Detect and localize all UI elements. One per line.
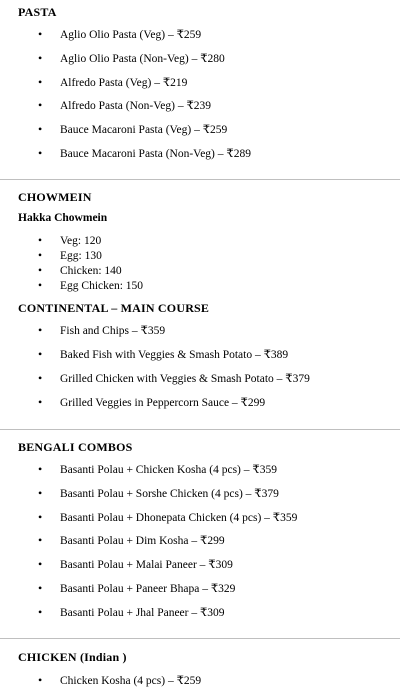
bullet-icon: • (38, 265, 43, 277)
menu-item: • Alfredo Pasta (Non-Veg) – ₹239 (38, 98, 212, 112)
bullet-icon: • (38, 605, 43, 619)
menu-item: • Fish and Chips – ₹359 (38, 323, 166, 337)
section-divider (0, 429, 400, 430)
menu-item: • Chicken Kosha (4 pcs) – ₹259 (38, 673, 202, 687)
bullet-icon: • (38, 395, 43, 409)
menu-item: • Chicken: 140 (38, 265, 122, 277)
bullet-icon: • (38, 581, 43, 595)
bullet-icon: • (38, 250, 43, 262)
bullet-icon: • (38, 462, 43, 476)
section-title-continental: CONTINENTAL – MAIN COURSE (18, 301, 210, 315)
section-title-chicken: CHICKEN (Indian ) (18, 650, 127, 664)
subsection-title-hakka: Hakka Chowmein (18, 212, 108, 224)
section-title-bengali: BENGALI COMBOS (18, 440, 133, 454)
menu-item: • Egg: 130 (38, 250, 102, 262)
menu-item: • Basanti Polau + Paneer Bhapa – ₹329 (38, 581, 236, 595)
bullet-icon: • (38, 347, 43, 361)
menu-item: • Grilled Chicken with Veggies & Smash Potato – ₹379 (38, 371, 310, 385)
section-title-pasta: PASTA (18, 5, 57, 19)
bullet-icon: • (38, 122, 43, 136)
menu-item: • Basanti Polau + Dim Kosha – ₹299 (38, 533, 225, 547)
menu-item: • Basanti Polau + Sorshe Chicken (4 pcs) – ₹379 (38, 486, 279, 500)
bullet-icon: • (38, 323, 43, 337)
menu-item: • Grilled Veggies in Peppercorn Sauce – ₹299 (38, 395, 266, 409)
menu-item: • Basanti Polau + Jhal Paneer – ₹309 (38, 605, 225, 619)
menu-item: • Veg: 120 (38, 235, 102, 247)
bullet-icon: • (38, 486, 43, 500)
bullet-icon: • (38, 146, 43, 160)
menu-item: • Basanti Polau + Chicken Kosha (4 pcs) – ₹359 (38, 462, 277, 476)
section-divider (0, 179, 400, 180)
bullet-icon: • (38, 557, 43, 571)
menu-item: • Bauce Macaroni Pasta (Non-Veg) – ₹289 (38, 146, 251, 160)
menu-item: • Baked Fish with Veggies & Smash Potato – ₹389 (38, 347, 289, 361)
section-title-chowmein: CHOWMEIN (18, 190, 92, 204)
menu-item: • Egg Chicken: 150 (38, 280, 144, 292)
bullet-icon: • (38, 27, 43, 41)
menu-item: • Aglio Olio Pasta (Non-Veg) – ₹280 (38, 51, 225, 65)
bullet-icon: • (38, 673, 43, 687)
bullet-icon: • (38, 75, 43, 89)
bullet-icon: • (38, 51, 43, 65)
section-divider (0, 638, 400, 639)
bullet-icon: • (38, 280, 43, 292)
bullet-icon: • (38, 235, 43, 247)
menu-item: • Basanti Polau + Malai Paneer – ₹309 (38, 557, 233, 571)
bullet-icon: • (38, 533, 43, 547)
bullet-icon: • (38, 510, 43, 524)
menu-item: • Alfredo Pasta (Veg) – ₹219 (38, 75, 188, 89)
menu-item: • Bauce Macaroni Pasta (Veg) – ₹259 (38, 122, 228, 136)
bullet-icon: • (38, 371, 43, 385)
menu-item: • Basanti Polau + Dhonepata Chicken (4 pcs) – ₹359 (38, 510, 298, 524)
bullet-icon: • (38, 98, 43, 112)
menu-item: • Aglio Olio Pasta (Veg) – ₹259 (38, 27, 202, 41)
